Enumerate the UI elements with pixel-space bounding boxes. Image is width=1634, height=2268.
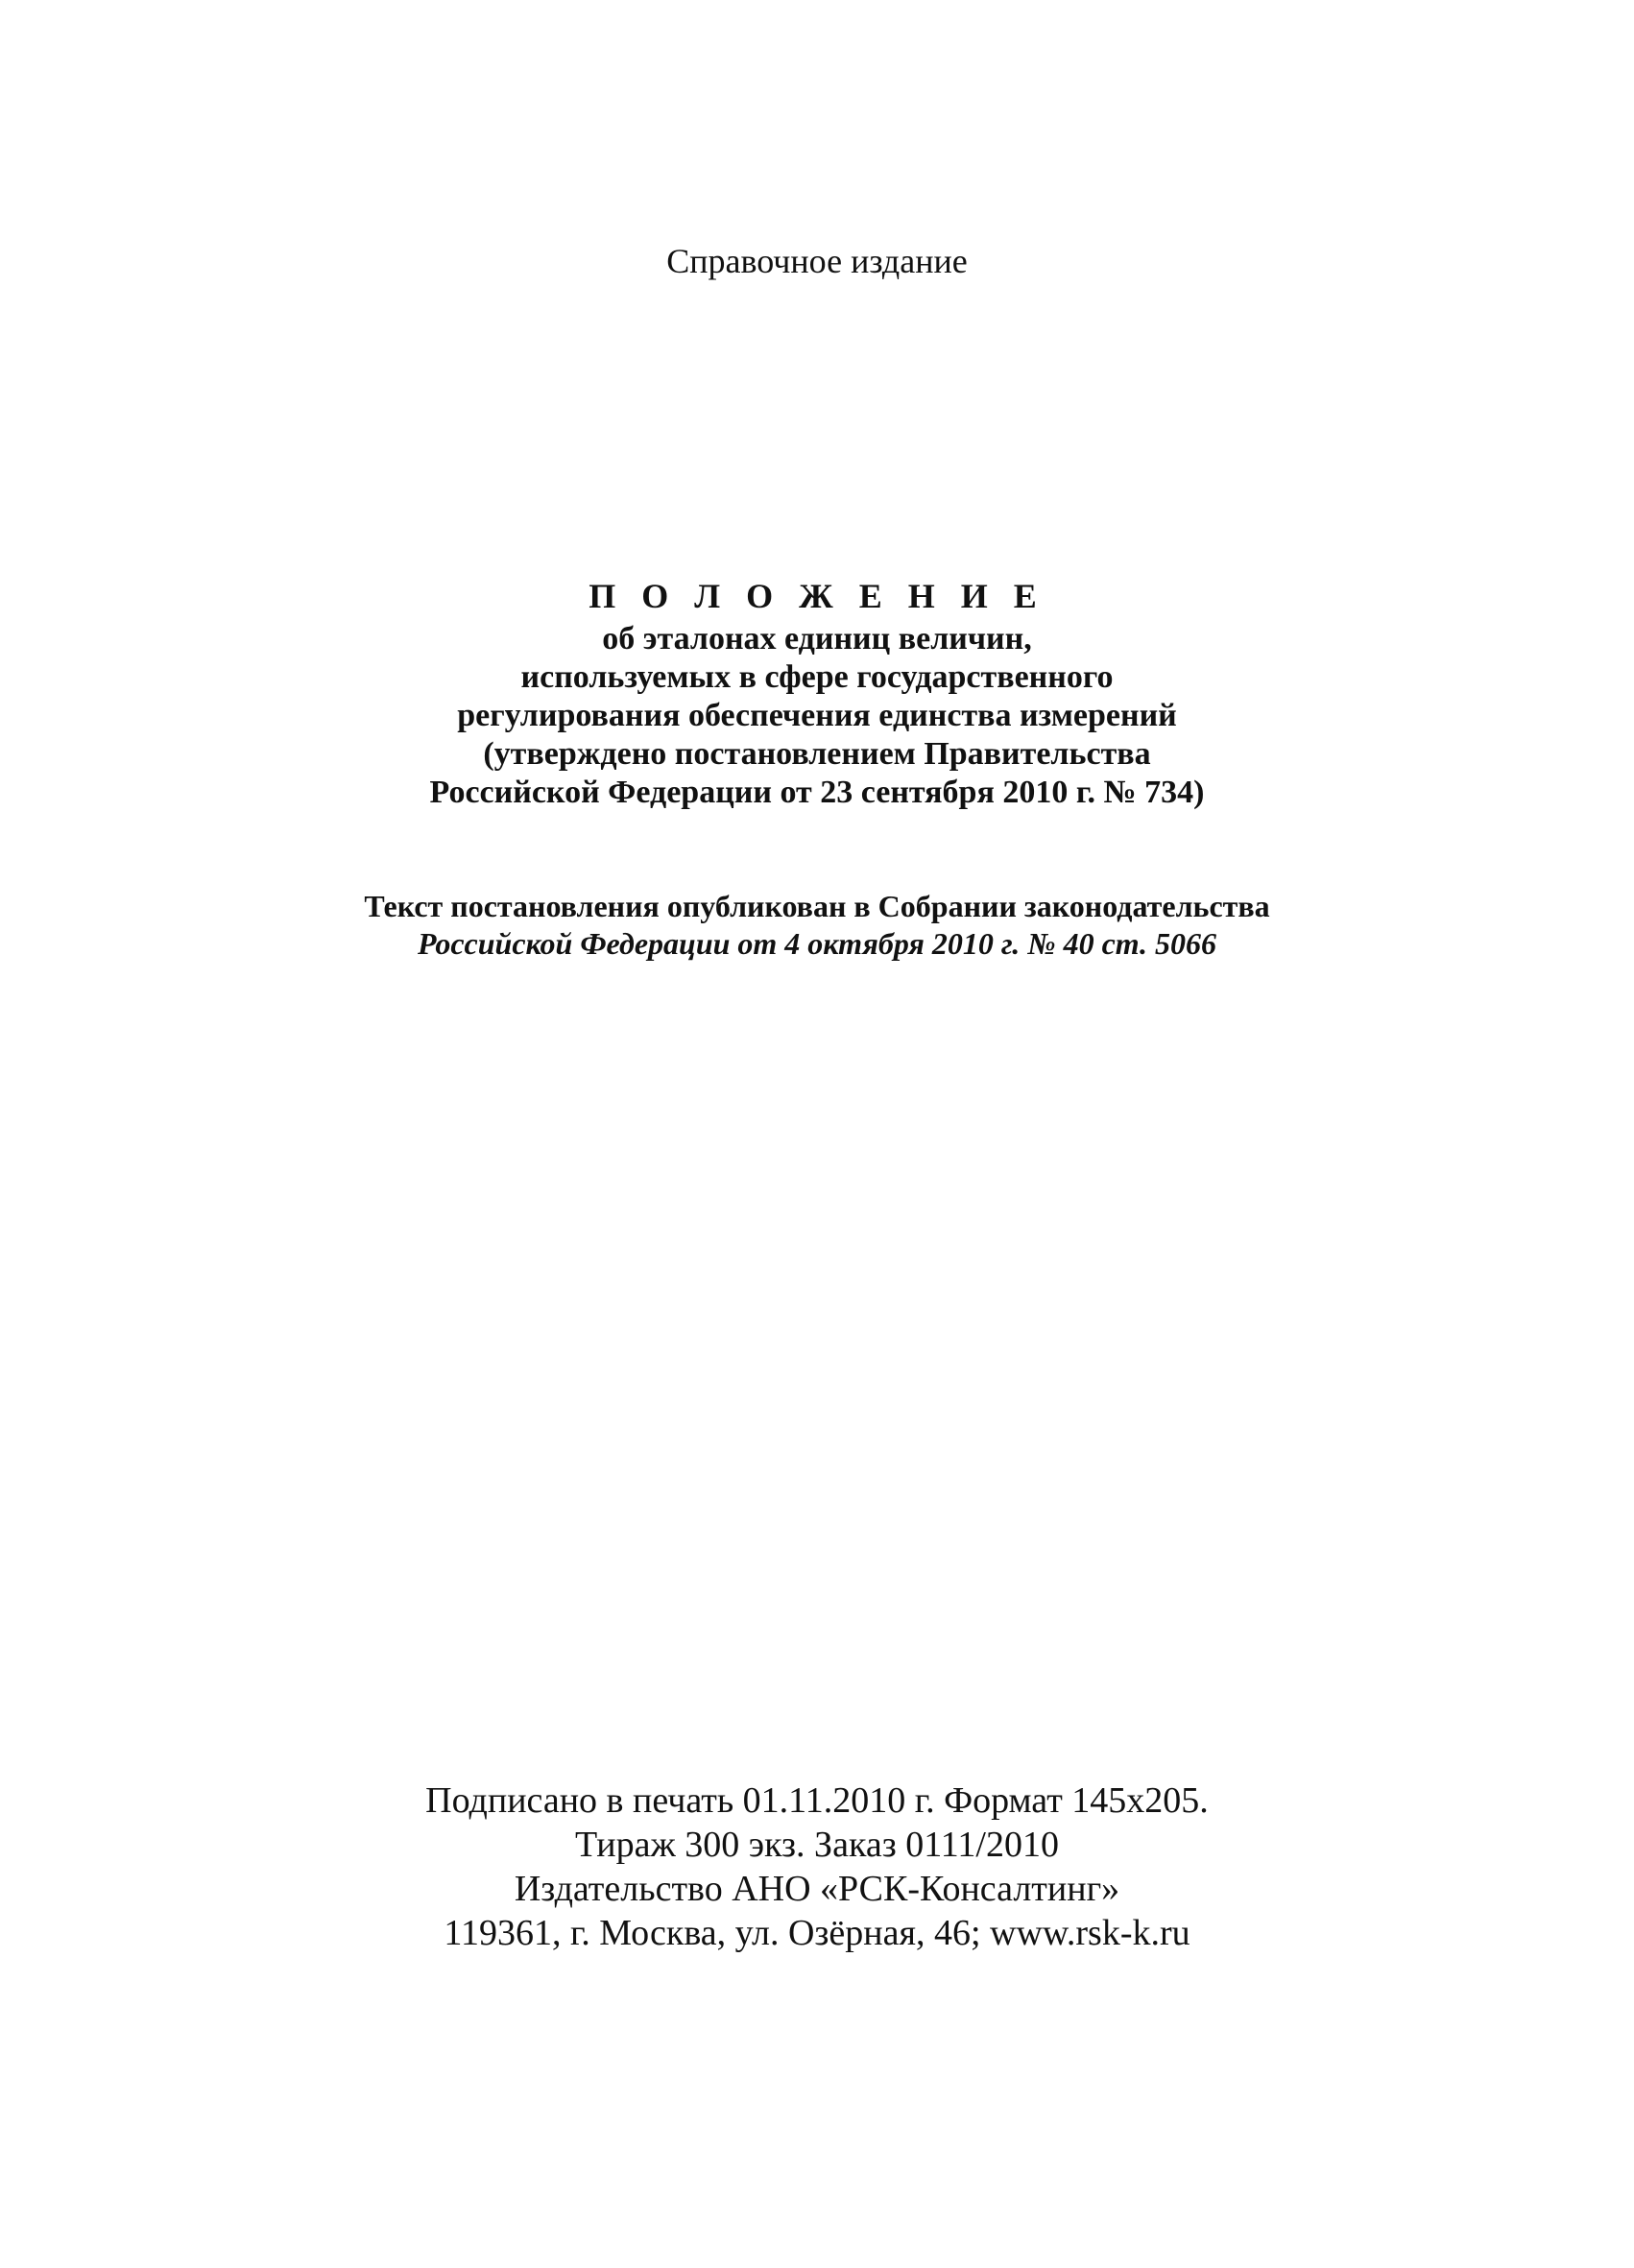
imprint-block (0, 1779, 1634, 1955)
title-line-4: (утверждено постановлением Правительства (483, 736, 1151, 772)
title-line-5: Российской Федерации от 23 сентября 2010 г. № 734) (429, 775, 1205, 810)
publication-note-block (0, 888, 1634, 963)
imprint-line-4: 119361, г. Москва, ул. Озёрная, 46; www.rsk-k.ru (444, 1913, 1190, 1953)
edition-label: Справочное издание (666, 242, 968, 280)
publication-note-line-1: Текст постановления опубликован в Собрании законодательства (364, 889, 1270, 923)
imprint-line-3: Издательство АНО «РСК-Консалтинг» (514, 1869, 1120, 1909)
document-title-block (0, 574, 1634, 812)
title-line-1: об эталонах единиц величин, (602, 621, 1032, 657)
imprint-line-1: Подписано в печать 01.11.2010 г. Формат 145х205. (425, 1780, 1209, 1821)
title-line-2: используемых в сфере государственного (520, 659, 1114, 695)
edition-label-block (0, 240, 1634, 282)
imprint-line-2: Тираж 300 экз. Заказ 0111/2010 (575, 1825, 1059, 1865)
publication-note-line-2: Российской Федерации от 4 октября 2010 г. № 40 ст. 5066 (417, 926, 1217, 961)
title-line-3: регулирования обеспечения единства измерений (457, 698, 1177, 733)
document-title-heading: П О Л О Ж Е Н И Е (589, 577, 1045, 615)
